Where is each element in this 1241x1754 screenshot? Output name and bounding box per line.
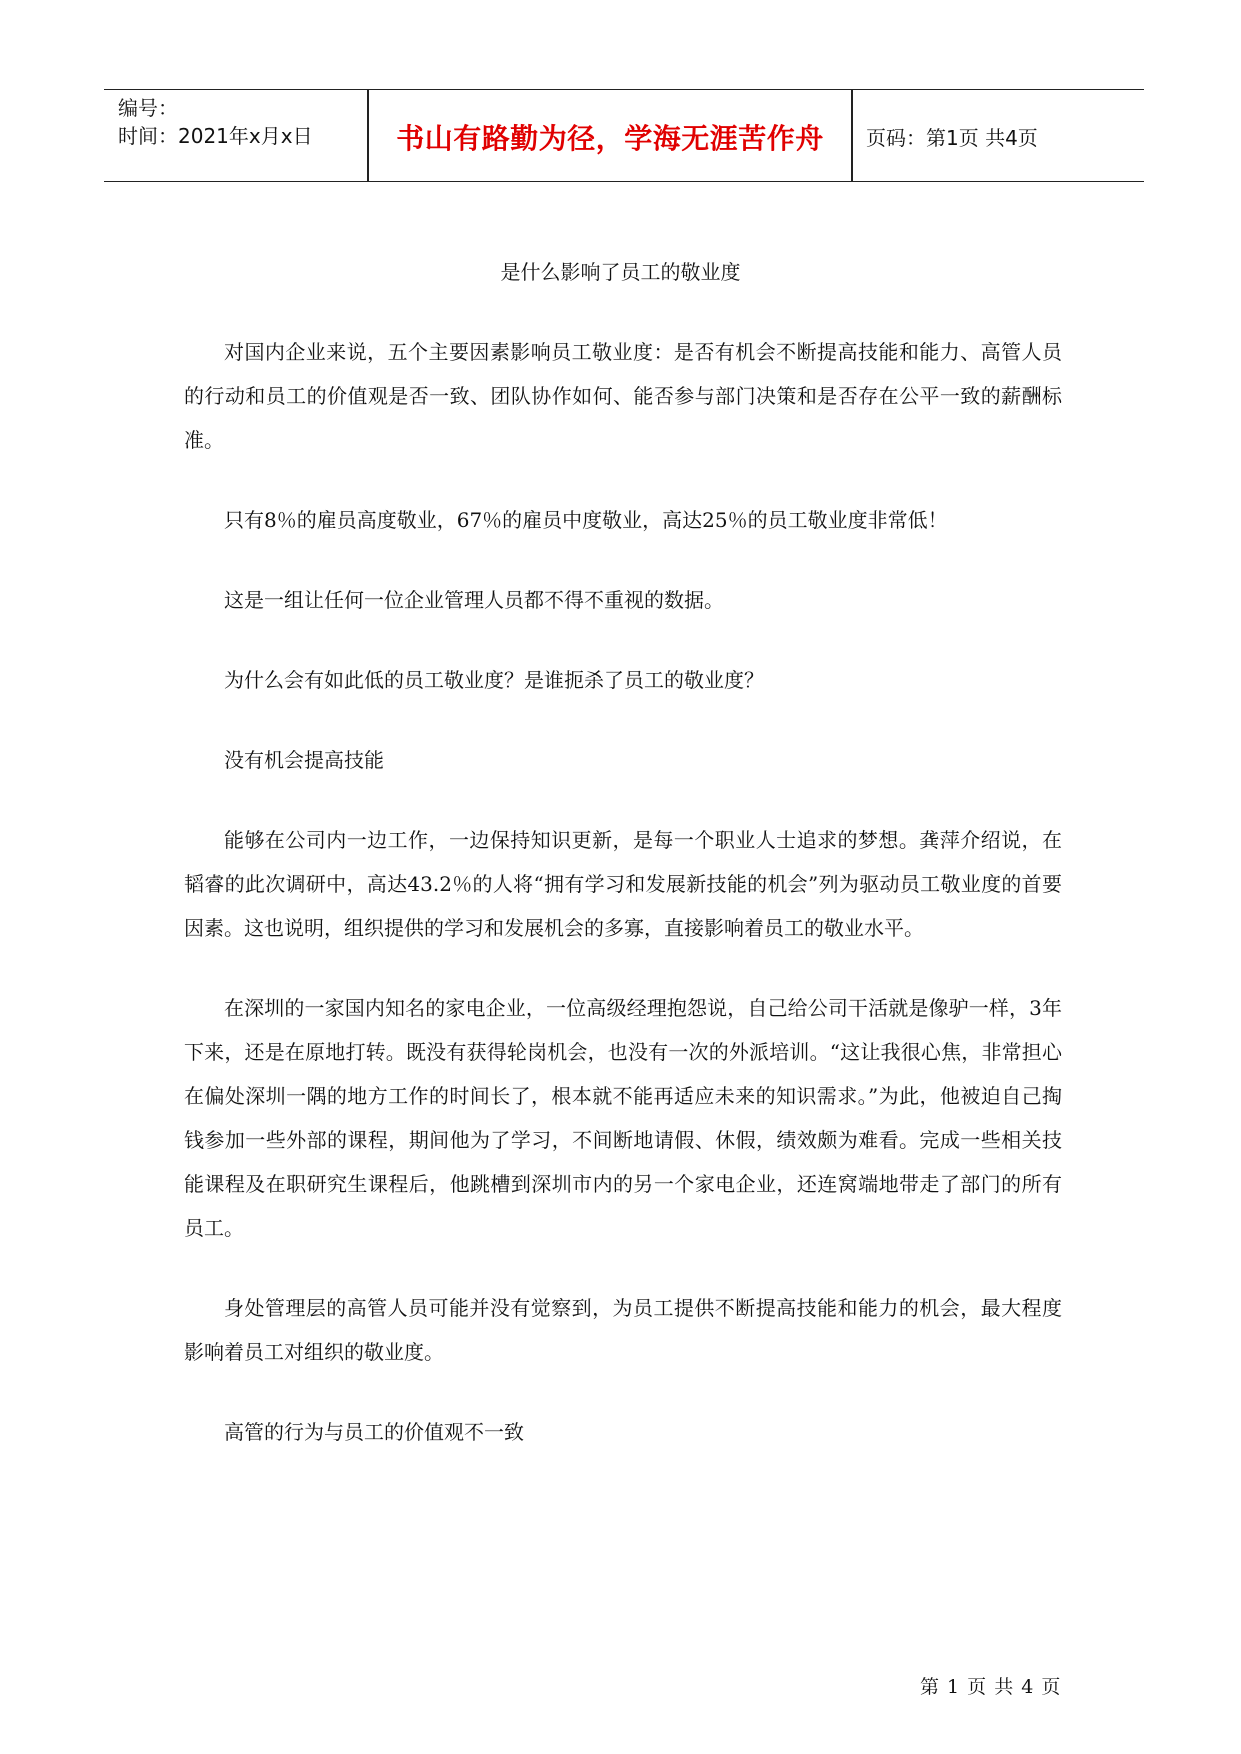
paragraph: 只有8％的雇员高度敬业，67％的雇员中度敬业，高达25％的员工敬业度非常低！ <box>224 508 948 532</box>
document-title: 是什么影响了员工的敬业度 <box>500 260 741 284</box>
paragraph: 能够在公司内一边工作，一边保持知识更新，是每一个职业人士追求的梦想。龚萍介绍说，在韬睿的此次调研中，高达43.2％的人将“拥有学习和发展新技能的机会”列为驱动员工敬业度的首要因素。这也说明，组织提供的学习和发展机会的多寡，直接影响着员工的敬业水平。 <box>184 828 1062 940</box>
paragraph: 对国内企业来说，五个主要因素影响员工敬业度：是否有机会不断提高技能和能力、高管人员的行动和员工的价值观是否一致、团队协作如何、能否参与部门决策和是否存在公平一致的薪酬标准。 <box>184 340 1062 452</box>
paragraph: 为什么会有如此低的员工敬业度？是谁扼杀了员工的敬业度？ <box>224 668 764 692</box>
document-body <box>184 330 1062 1490</box>
section-heading: 没有机会提高技能 <box>224 748 384 772</box>
page-header <box>104 89 1144 182</box>
page-footer: 第 1 页 共 4 页 <box>920 1676 1062 1698</box>
document-number-label: 编号： <box>118 96 178 120</box>
header-meta <box>118 94 368 150</box>
header-page-info: 页码：第1页 共4页 <box>866 126 1038 150</box>
paragraph: 身处管理层的高管人员可能并没有觉察到，为员工提供不断提高技能和能力的机会，最大程度影响着员工对组织的敬业度。 <box>184 1296 1062 1364</box>
paragraph: 这是一组让任何一位企业管理人员都不得不重视的数据。 <box>224 588 724 612</box>
paragraph: 在深圳的一家国内知名的家电企业，一位高级经理抱怨说，自己给公司干活就是像驴一样，3年下来，还是在原地打转。既没有获得轮岗机会，也没有一次的外派培训。“这让我很心焦，非常担心在偏处深圳一隅的地方工作的时间长了，根本就不能再适应未来的知识需求。”为此，他被迫自己掏钱参加一些外部的课程，期间他为了学习，不间断地请假、休假，绩效颇为难看。完成一些相关技能课程及在职研究生课程后，他跳槽到深圳市内的另一个家电企业，还连窝端地带走了部门的所有员工。 <box>184 996 1062 1240</box>
section-heading: 高管的行为与员工的价值观不一致 <box>224 1420 524 1444</box>
header-motto: 书山有路勤为径，学海无涯苦作舟 <box>396 122 824 155</box>
header-divider <box>851 90 853 181</box>
document-date-label: 时间：2021年x月x日 <box>118 124 313 148</box>
